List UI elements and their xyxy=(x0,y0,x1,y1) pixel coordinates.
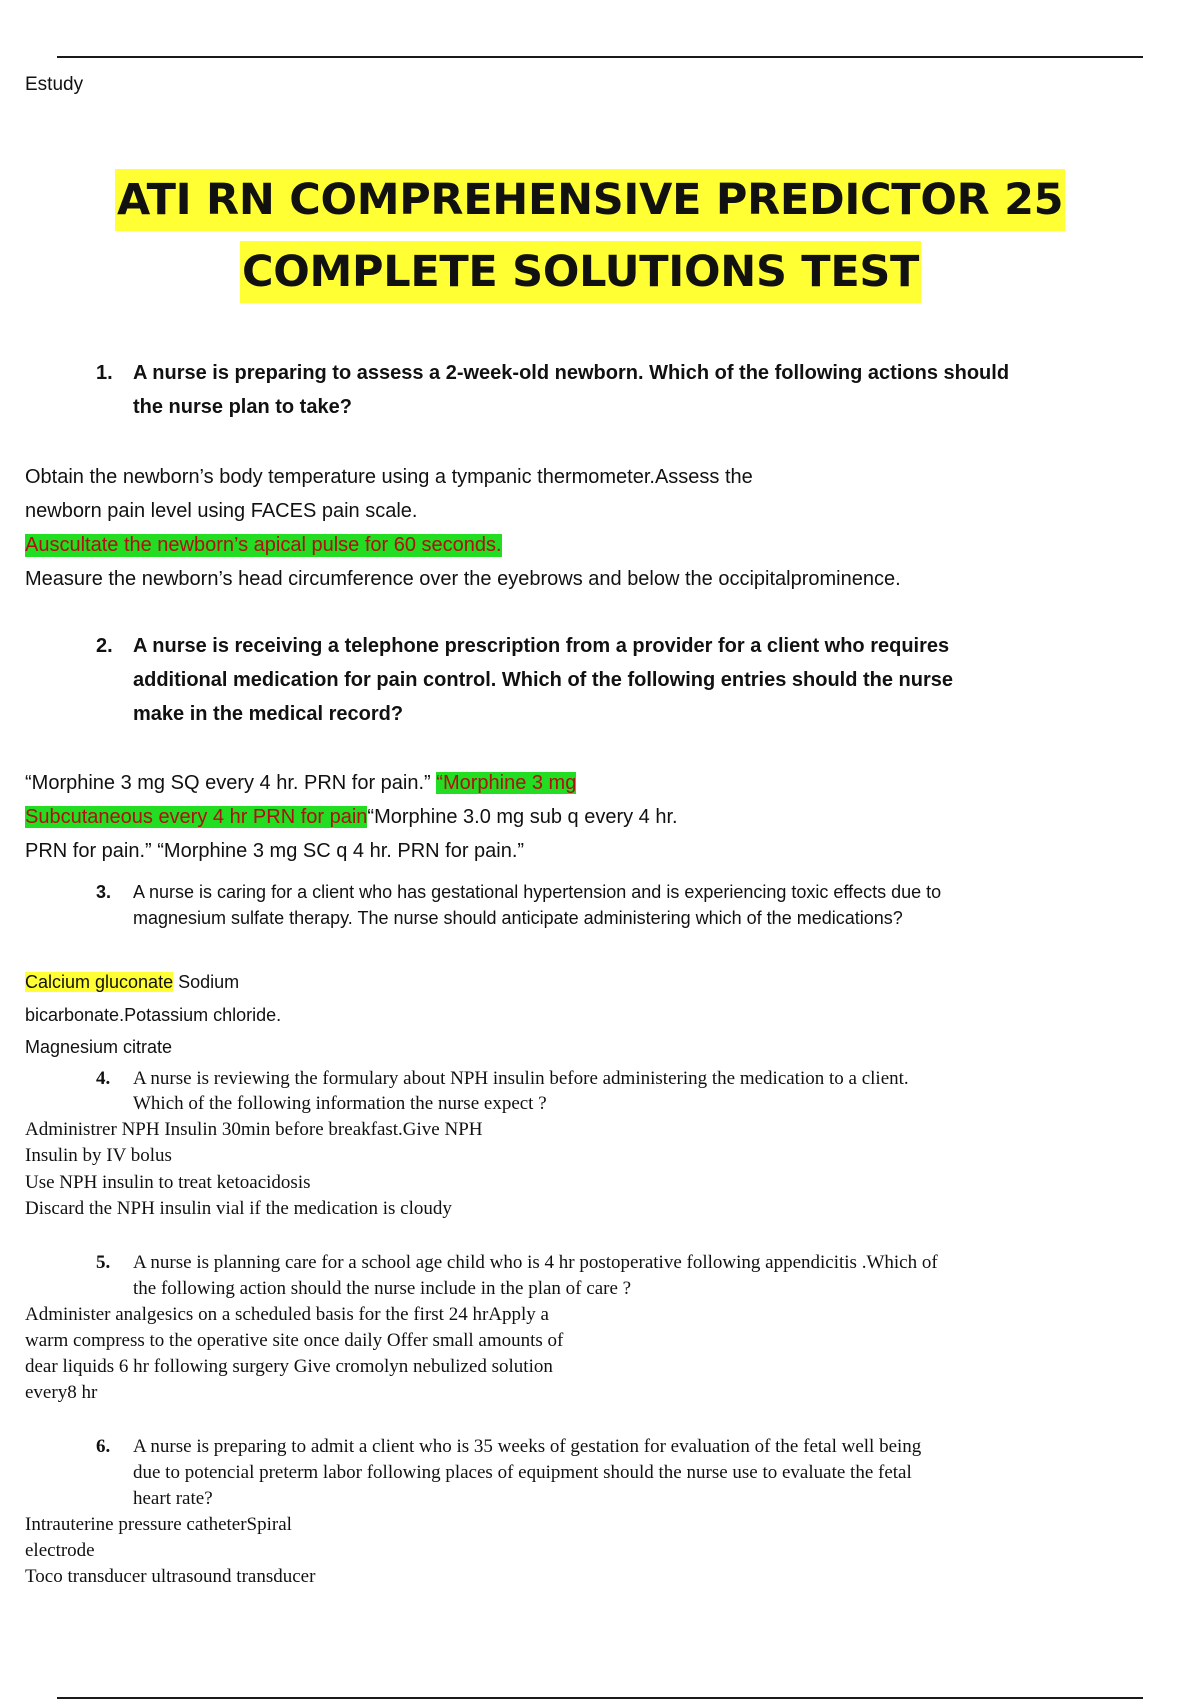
answer-option: Intrauterine pressure catheterSpiral xyxy=(25,1514,292,1535)
question-number: 1. xyxy=(96,362,113,384)
correct-answer-highlight: Auscultate the newborn’s apical pulse for 60 seconds. xyxy=(25,534,502,556)
top-rule xyxy=(57,56,1143,58)
question-number: 5. xyxy=(96,1252,111,1273)
answer-option: Administer analgesics on a scheduled basis for the first 24 hrApply a xyxy=(25,1304,549,1325)
answer-option: Measure the newborn’s head circumference over the eyebrows and below the occipitalprominence. xyxy=(25,568,901,590)
question-text: the following action should the nurse include in the plan of care ? xyxy=(133,1278,632,1299)
correct-answer-highlight: Calcium gluconate xyxy=(25,972,174,992)
answer-option: electrode xyxy=(25,1540,95,1561)
answer-option: bicarbonate.Potassium chloride. xyxy=(25,1005,282,1025)
correct-answer-highlight: “Morphine 3 mg xyxy=(436,772,577,794)
answer-option: PRN for pain.” “Morphine 3 mg SC q 4 hr. PRN for pain.” xyxy=(25,840,525,862)
title-line-1: ATI RN COMPREHENSIVE PREDICTOR 25 xyxy=(115,169,1065,231)
question-text: the nurse plan to take? xyxy=(133,396,352,418)
title-line-2: COMPLETE SOLUTIONS TEST xyxy=(240,241,921,303)
bottom-rule xyxy=(57,1697,1143,1699)
answer-option: every8 hr xyxy=(25,1382,98,1403)
question-text: A nurse is planning care for a school age child who is 4 hr postoperative following appendicitis .Which of xyxy=(133,1252,938,1273)
answer-line xyxy=(25,806,678,829)
answer-option: Insulin by IV bolus xyxy=(25,1145,172,1166)
question-text: additional medication for pain control. Which of the following entries should the nurse xyxy=(133,669,954,691)
question-text: A nurse is receiving a telephone prescription from a provider for a client who requires xyxy=(133,635,950,657)
answer-option: Toco transducer ultrasound transducer xyxy=(25,1566,316,1587)
answer-line xyxy=(25,772,576,795)
question-text: due to potencial preterm labor following places of equipment should the nurse use to evaluate the fetal xyxy=(133,1462,912,1483)
question-text: A nurse is caring for a client who has gestational hypertension and is experiencing toxic effects due to xyxy=(133,882,942,902)
answer-option: “Morphine 3 mg SQ every 4 hr. PRN for pain.” xyxy=(25,772,437,794)
question-text: A nurse is preparing to admit a client who is 35 weeks of gestation for evaluation of the fetal well being xyxy=(133,1436,922,1457)
question-text: Which of the following information the nurse expect ? xyxy=(133,1093,547,1114)
answer-option: Obtain the newborn’s body temperature using a tympanic thermometer.Assess the xyxy=(25,466,753,488)
question-number: 2. xyxy=(96,635,113,657)
question-text: A nurse is preparing to assess a 2-week-old newborn. Which of the following actions should xyxy=(133,362,1010,384)
answer-option: dear liquids 6 hr following surgery Give cromolyn nebulized solution xyxy=(25,1356,553,1377)
answer-option: Administrer NPH Insulin 30min before breakfast.Give NPH xyxy=(25,1119,483,1140)
answer-option: Use NPH insulin to treat ketoacidosis xyxy=(25,1172,311,1193)
question-text: make in the medical record? xyxy=(133,703,404,725)
question-text: A nurse is reviewing the formulary about NPH insulin before administering the medication to a client. xyxy=(133,1068,909,1089)
answer-option: Sodium xyxy=(173,972,240,992)
answer-option: Discard the NPH insulin vial if the medication is cloudy xyxy=(25,1198,452,1219)
question-number: 3. xyxy=(96,882,112,902)
answer-option: warm compress to the operative site once daily Offer small amounts of xyxy=(25,1330,564,1351)
correct-answer-highlight: Subcutaneous every 4 hr PRN for pain xyxy=(25,806,368,828)
question-number: 6. xyxy=(96,1436,111,1457)
question-number: 4. xyxy=(96,1068,111,1089)
header-label: Estudy xyxy=(25,74,84,95)
answer-line xyxy=(25,972,239,993)
answer-option: “Morphine 3.0 mg sub q every 4 hr. xyxy=(367,806,678,828)
answer-option: Magnesium citrate xyxy=(25,1037,173,1057)
question-text: heart rate? xyxy=(133,1488,213,1509)
question-text: magnesium sulfate therapy. The nurse should anticipate administering which of the medications? xyxy=(133,908,903,928)
answer-option: newborn pain level using FACES pain scale. xyxy=(25,500,418,522)
